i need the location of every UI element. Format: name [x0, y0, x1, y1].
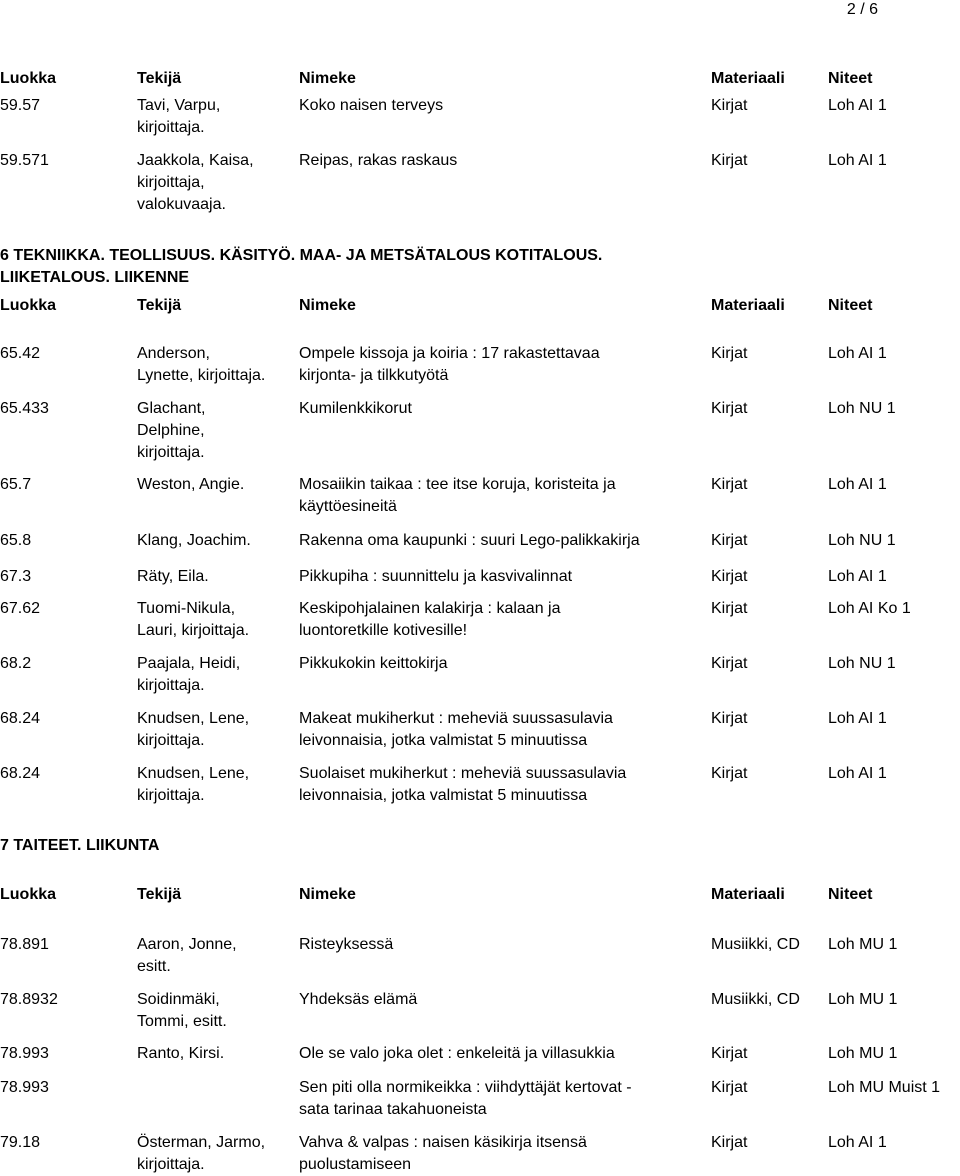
materiaali-cell: Kirjat — [711, 1045, 748, 1062]
materiaali-cell: Musiikki, CD — [711, 936, 800, 953]
nimeke-cell — [299, 708, 613, 752]
niteet-cell: Loh NU 1 — [828, 655, 896, 672]
materiaali-cell: Musiikki, CD — [711, 991, 800, 1008]
materiaali-cell: Kirjat — [711, 97, 748, 114]
materiaali-cell: Kirjat — [711, 1134, 748, 1151]
niteet-cell: Loh AI 1 — [828, 152, 887, 169]
niteet-cell: Loh MU 1 — [828, 991, 898, 1008]
tekija-cell — [137, 598, 249, 642]
nimeke-cell — [299, 763, 626, 807]
page-number: 2 / 6 — [846, 1, 878, 18]
nimeke-header: Nimeke — [299, 70, 356, 87]
materiaali-cell: Kirjat — [711, 710, 748, 727]
tekija-cell — [137, 474, 244, 496]
luokka-cell: 68.24 — [0, 710, 41, 727]
nimeke-line: Reipas, rakas raskaus — [299, 152, 458, 169]
nimeke-cell — [299, 530, 640, 552]
nimeke-line: kirjonta- ja tilkkutyötä — [299, 367, 449, 384]
luokka-cell: 65.7 — [0, 476, 32, 493]
niteet-cell: Loh AI 1 — [828, 1134, 887, 1151]
tekija-line: kirjoittaja. — [137, 732, 205, 749]
materiaali-cell: Kirjat — [711, 400, 748, 417]
niteet-cell: Loh AI 1 — [828, 765, 887, 782]
materiaali-cell: Kirjat — [711, 765, 748, 782]
nimeke-line: Yhdeksäs elämä — [299, 991, 418, 1008]
tekija-line: Paajala, Heidi, — [137, 655, 241, 672]
nimeke-line: puolustamiseen — [299, 1156, 412, 1173]
niteet-cell: Loh AI 1 — [828, 710, 887, 727]
nimeke-line: Ompele kissoja ja koiria : 17 rakastettavaa — [299, 345, 600, 362]
section-heading — [0, 835, 730, 857]
nimeke-cell — [299, 398, 412, 420]
tekija-cell — [137, 150, 254, 216]
niteet-cell: Loh AI 1 — [828, 476, 887, 493]
tekija-line: Lauri, kirjoittaja. — [137, 622, 250, 639]
tekija-line: Knudsen, Lene, — [137, 765, 250, 782]
niteet-header: Niteet — [828, 70, 873, 87]
luokka-cell: 67.62 — [0, 600, 41, 617]
nimeke-line: Pikkukokin keittokirja — [299, 655, 448, 672]
niteet-cell: Loh AI Ko 1 — [828, 600, 911, 617]
tekija-cell — [137, 653, 240, 697]
luokka-cell: 78.993 — [0, 1045, 49, 1062]
luokka-cell: 65.8 — [0, 532, 32, 549]
tekija-header: Tekijä — [137, 886, 182, 903]
tekija-line: kirjoittaja. — [137, 119, 205, 136]
luokka-cell: 67.3 — [0, 568, 32, 585]
tekija-line: Delphine, — [137, 422, 205, 439]
luokka-cell: 78.8932 — [0, 991, 58, 1008]
tekija-line: Tavi, Varpu, — [137, 97, 221, 114]
tekija-cell — [137, 763, 249, 807]
nimeke-line: leivonnaisia, jotka valmistat 5 minuutissa — [299, 732, 588, 749]
luokka-cell: 68.2 — [0, 655, 32, 672]
niteet-cell: Loh AI 1 — [828, 345, 887, 362]
materiaali-cell: Kirjat — [711, 532, 748, 549]
materiaali-cell: Kirjat — [711, 476, 748, 493]
tekija-cell — [137, 566, 209, 588]
niteet-cell: Loh NU 1 — [828, 400, 896, 417]
luokka-cell: 79.18 — [0, 1134, 41, 1151]
tekija-line: Knudsen, Lene, — [137, 710, 250, 727]
luokka-cell: 65.433 — [0, 400, 49, 417]
luokka-header: Luokka — [0, 886, 57, 903]
tekija-line: Ranto, Kirsi. — [137, 1045, 225, 1062]
materiaali-header: Materiaali — [711, 886, 785, 903]
tekija-line: kirjoittaja. — [137, 444, 205, 461]
tekija-line: valokuvaaja. — [137, 196, 226, 213]
tekija-line: Soidinmäki, — [137, 991, 220, 1008]
tekija-line: Jaakkola, Kaisa, — [137, 152, 254, 169]
materiaali-header: Materiaali — [711, 297, 785, 314]
tekija-line: Weston, Angie. — [137, 476, 245, 493]
tekija-line: Aaron, Jonne, — [137, 936, 237, 953]
luokka-cell: 78.891 — [0, 936, 49, 953]
tekija-cell — [137, 530, 251, 552]
tekija-line: Glachant, — [137, 400, 206, 417]
nimeke-cell — [299, 1077, 632, 1121]
tekija-line: Tommi, esitt. — [137, 1013, 227, 1030]
tekija-line: Räty, Eila. — [137, 568, 209, 585]
nimeke-cell — [299, 150, 457, 172]
nimeke-line: Sen piti olla normikeikka : viihdyttäjät kertovat - — [299, 1079, 632, 1096]
nimeke-cell — [299, 95, 443, 117]
materiaali-header: Materiaali — [711, 70, 785, 87]
niteet-header: Niteet — [828, 886, 873, 903]
nimeke-line: Makeat mukiherkut : meheviä suussasulavia — [299, 710, 613, 727]
nimeke-line: Risteyksessä — [299, 936, 394, 953]
tekija-line: kirjoittaja. — [137, 677, 205, 694]
tekija-line: Tuomi-Nikula, — [137, 600, 236, 617]
section-heading-line: 7 TAITEET. LIIKUNTA — [0, 837, 160, 854]
niteet-cell: Loh MU 1 — [828, 936, 898, 953]
luokka-header: Luokka — [0, 297, 57, 314]
materiaali-cell: Kirjat — [711, 568, 748, 585]
nimeke-line: Rakenna oma kaupunki : suuri Lego-palikkakirja — [299, 532, 640, 549]
tekija-cell — [137, 398, 205, 464]
nimeke-cell — [299, 1043, 615, 1065]
luokka-cell: 65.42 — [0, 345, 41, 362]
niteet-cell: Loh NU 1 — [828, 532, 896, 549]
tekija-line: kirjoittaja. — [137, 787, 205, 804]
nimeke-line: Koko naisen terveys — [299, 97, 444, 114]
tekija-line: esitt. — [137, 958, 171, 975]
materiaali-cell: Kirjat — [711, 152, 748, 169]
luokka-cell: 59.571 — [0, 152, 49, 169]
tekija-cell — [137, 708, 249, 752]
nimeke-cell — [299, 566, 572, 588]
luokka-cell: 59.57 — [0, 97, 41, 114]
tekija-cell — [137, 1043, 224, 1065]
nimeke-line: Kumilenkkikorut — [299, 400, 412, 417]
nimeke-line: Suolaiset mukiherkut : meheviä suussasulavia — [299, 765, 627, 782]
tekija-cell — [137, 95, 220, 139]
section-heading-line: LIIKETALOUS. LIIKENNE — [0, 269, 190, 286]
tekija-line: Anderson, — [137, 345, 210, 362]
tekija-line: Lynette, kirjoittaja. — [137, 367, 266, 384]
nimeke-line: luontoretkille kotivesille! — [299, 622, 468, 639]
tekija-cell — [137, 1132, 265, 1176]
tekija-cell — [137, 343, 265, 387]
tekija-header: Tekijä — [137, 297, 182, 314]
nimeke-cell — [299, 1132, 587, 1176]
nimeke-header: Nimeke — [299, 297, 356, 314]
nimeke-line: sata tarinaa takahuoneista — [299, 1101, 487, 1118]
nimeke-line: Mosaiikin taikaa : tee itse koruja, koristeita ja — [299, 476, 616, 493]
nimeke-cell — [299, 343, 600, 387]
nimeke-cell — [299, 934, 393, 956]
nimeke-line: Ole se valo joka olet : enkeleitä ja villasukkia — [299, 1045, 615, 1062]
luokka-cell: 68.24 — [0, 765, 41, 782]
tekija-line: kirjoittaja. — [137, 1156, 205, 1173]
tekija-line: Klang, Joachim. — [137, 532, 251, 549]
niteet-cell: Loh MU 1 — [828, 1045, 898, 1062]
materiaali-cell: Kirjat — [711, 655, 748, 672]
niteet-cell: Loh AI 1 — [828, 97, 887, 114]
niteet-cell: Loh AI 1 — [828, 568, 887, 585]
tekija-line: kirjoittaja, — [137, 174, 205, 191]
nimeke-cell — [299, 598, 561, 642]
tekija-cell — [137, 934, 237, 978]
niteet-header: Niteet — [828, 297, 873, 314]
nimeke-line: Pikkupiha : suunnittelu ja kasvivalinnat — [299, 568, 573, 585]
materiaali-cell: Kirjat — [711, 345, 748, 362]
luokka-header: Luokka — [0, 70, 57, 87]
nimeke-line: Keskipohjalainen kalakirja : kalaan ja — [299, 600, 561, 617]
nimeke-line: käyttöesineitä — [299, 498, 397, 515]
tekija-header: Tekijä — [137, 70, 182, 87]
section-heading — [0, 245, 730, 289]
tekija-line: Österman, Jarmo, — [137, 1134, 266, 1151]
tekija-cell — [137, 989, 227, 1033]
materiaali-cell: Kirjat — [711, 1079, 748, 1096]
nimeke-header: Nimeke — [299, 886, 356, 903]
nimeke-cell — [299, 474, 616, 518]
nimeke-line: leivonnaisia, jotka valmistat 5 minuutissa — [299, 787, 588, 804]
nimeke-cell — [299, 653, 448, 675]
nimeke-line: Vahva & valpas : naisen käsikirja itsensä — [299, 1134, 587, 1151]
nimeke-cell — [299, 989, 417, 1011]
materiaali-cell: Kirjat — [711, 600, 748, 617]
niteet-cell: Loh MU Muist 1 — [828, 1079, 941, 1096]
section-heading-line: 6 TEKNIIKKA. TEOLLISUUS. KÄSITYÖ. MAA- JA METSÄTALOUS KOTITALOUS. — [0, 247, 603, 264]
luokka-cell: 78.993 — [0, 1079, 49, 1096]
